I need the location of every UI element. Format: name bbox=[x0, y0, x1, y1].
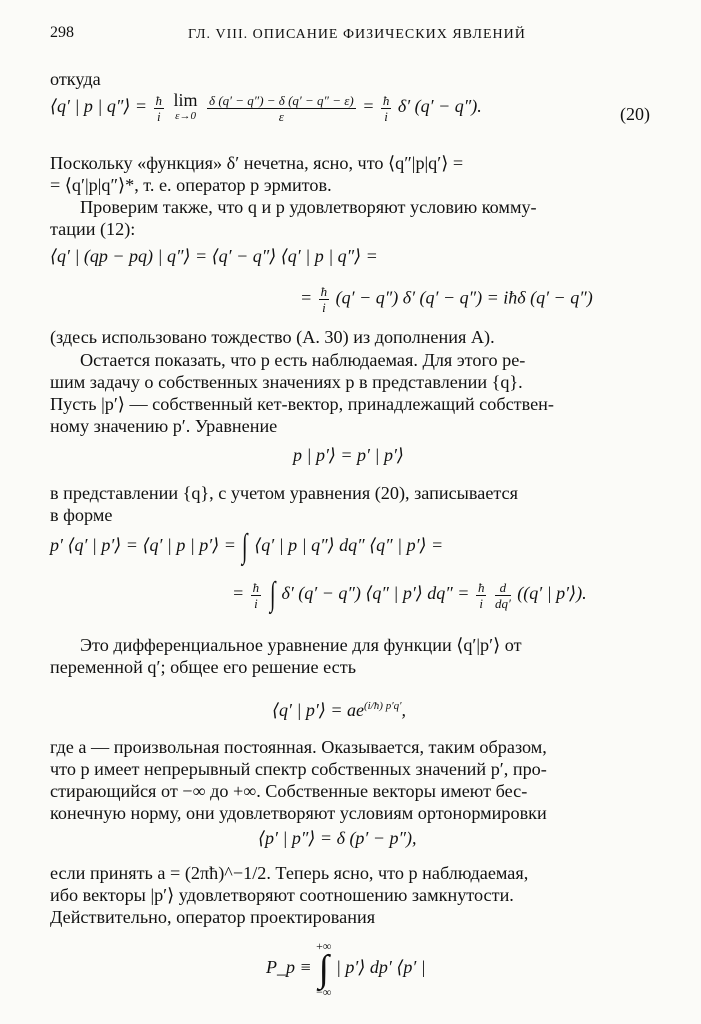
integral-equation-line1: p′ ⟨q′ | p′⟩ = ⟨q′ | p | p′⟩ = ∫ ⟨q′ | p | q″⟩ dq″ ⟨q″ | p′⟩ = bbox=[50, 528, 444, 565]
commutation-equation-line1: ⟨q′ | (qp − pq) | q″⟩ = ⟨q′ − q″⟩ ⟨q′ | p | q″⟩ = bbox=[50, 246, 378, 266]
paragraph-line: Действительно, оператор проектирования bbox=[50, 907, 376, 927]
paragraph-line: где a — произвольная постоянная. Оказывается, таким образом, bbox=[50, 737, 547, 757]
paragraph-line: ибо векторы |p′⟩ удовлетворяют соотношению замкнутости. bbox=[50, 885, 514, 905]
equation-number: (20) bbox=[620, 104, 650, 124]
integral-sign: ∫ bbox=[242, 528, 248, 565]
equation-20: ⟨q′ | p | q″⟩ = $\frac{ħ}{i}$ lim ε→0 $\frac{\delta (q' - q'') - \delta (q' - q'' - \varepsilon)}{\varepsilon}$ = $\frac{ħ}{i}$ δ′ (q′ − q″). bbox=[50, 90, 482, 124]
paragraph-line: что p имеет непрерывный спектр собственных значений p′, про- bbox=[50, 759, 547, 779]
paragraph-line: Остается показать, что p есть наблюдаемая. Для этого ре- bbox=[80, 350, 526, 370]
paragraph-line: конечную норму, они удовлетворяют условиям ортонормировки bbox=[50, 803, 547, 823]
paragraph-line: тации (12): bbox=[50, 219, 136, 239]
paragraph-line: если принять a = (2πħ)^−1/2. Теперь ясно, что p наблюдаемая, bbox=[50, 863, 529, 883]
paragraph-line: в представлении {q}, с учетом уравнения (20), записывается bbox=[50, 483, 518, 503]
derivative-operator: $\frac{d}{dq'}$ bbox=[494, 579, 511, 611]
definite-integral-sign: +∞ ∫ −∞ bbox=[316, 939, 332, 999]
paragraph-line: в форме bbox=[50, 505, 113, 525]
running-title: ГЛ. VIII. ОПИСАНИЕ ФИЗИЧЕСКИХ ЯВЛЕНИЙ bbox=[188, 27, 526, 42]
paragraph-line: (здесь использовано тождество (A. 30) из дополнения A). bbox=[50, 327, 495, 347]
difference-quotient: $\frac{\delta (q' - q'') - \delta (q' - q'' - \varepsilon)}{\varepsilon}$ bbox=[209, 92, 354, 124]
commutation-equation-line2: = $\frac{ħ}{i}$ (q′ − q″) δ′ (q′ − q″) = iħδ (q′ − q″) bbox=[300, 284, 593, 315]
hbar-over-i: $\frac{ħ}{i}$ bbox=[155, 92, 163, 124]
paragraph-line: = ⟨q′|p|q″⟩*, т. е. оператор p эрмитов. bbox=[50, 175, 332, 195]
paragraph-line: ному значению p′. Уравнение bbox=[50, 416, 278, 436]
projection-operator-equation: P_p ≡ +∞ ∫ −∞ | p′⟩ dp′ ⟨p′ | bbox=[266, 939, 426, 999]
page-number: 298 bbox=[50, 24, 74, 41]
paragraph-line: Пусть |p′⟩ — собственный кет-вектор, принадлежащий собствен- bbox=[50, 394, 554, 414]
equation-20-lhs: ⟨q′ | p | q″⟩ = bbox=[50, 96, 148, 117]
limit-operator: lim ε→0 bbox=[173, 90, 198, 122]
paragraph-line: откуда bbox=[50, 69, 101, 89]
integral-equation-line2: = $\frac{ħ}{i}$ ∫ δ′ (q′ − q″) ⟨q″ | p′⟩ dq″ = $\frac{ħ}{i}$ $\frac{d}{dq'}$ ((q′ | p′⟩). bbox=[232, 576, 587, 613]
equation-20-rhs: δ′ (q′ − q″). bbox=[397, 96, 482, 117]
paragraph-line: Это дифференциальное уравнение для функции ⟨q′|p′⟩ от bbox=[80, 635, 522, 655]
orthonormality-equation: ⟨p′ | p″⟩ = δ (p′ − p″), bbox=[258, 828, 417, 848]
eigenvalue-equation: p | p′⟩ = p′ | p′⟩ bbox=[293, 445, 404, 465]
paragraph-line: стирающийся от −∞ до +∞. Собственные векторы имеют бес- bbox=[50, 781, 528, 801]
hbar-over-i: $\frac{ħ}{i}$ bbox=[382, 92, 390, 124]
integral-sign: ∫ bbox=[269, 576, 276, 613]
paragraph-line: шим задачу о собственных значениях p в представлении {q}. bbox=[50, 372, 523, 392]
paragraph-line: Поскольку «функция» δ′ нечетна, ясно, что ⟨q″|p|q′⟩ = bbox=[50, 153, 464, 173]
paragraph-line: Проверим также, что q и p удовлетворяют условию комму- bbox=[80, 197, 537, 217]
paragraph-line: переменной q′; общее его решение есть bbox=[50, 657, 356, 677]
general-solution-equation: ⟨q′ | p′⟩ = $ae^{(i/ħ) p'q'}$, bbox=[272, 700, 407, 720]
